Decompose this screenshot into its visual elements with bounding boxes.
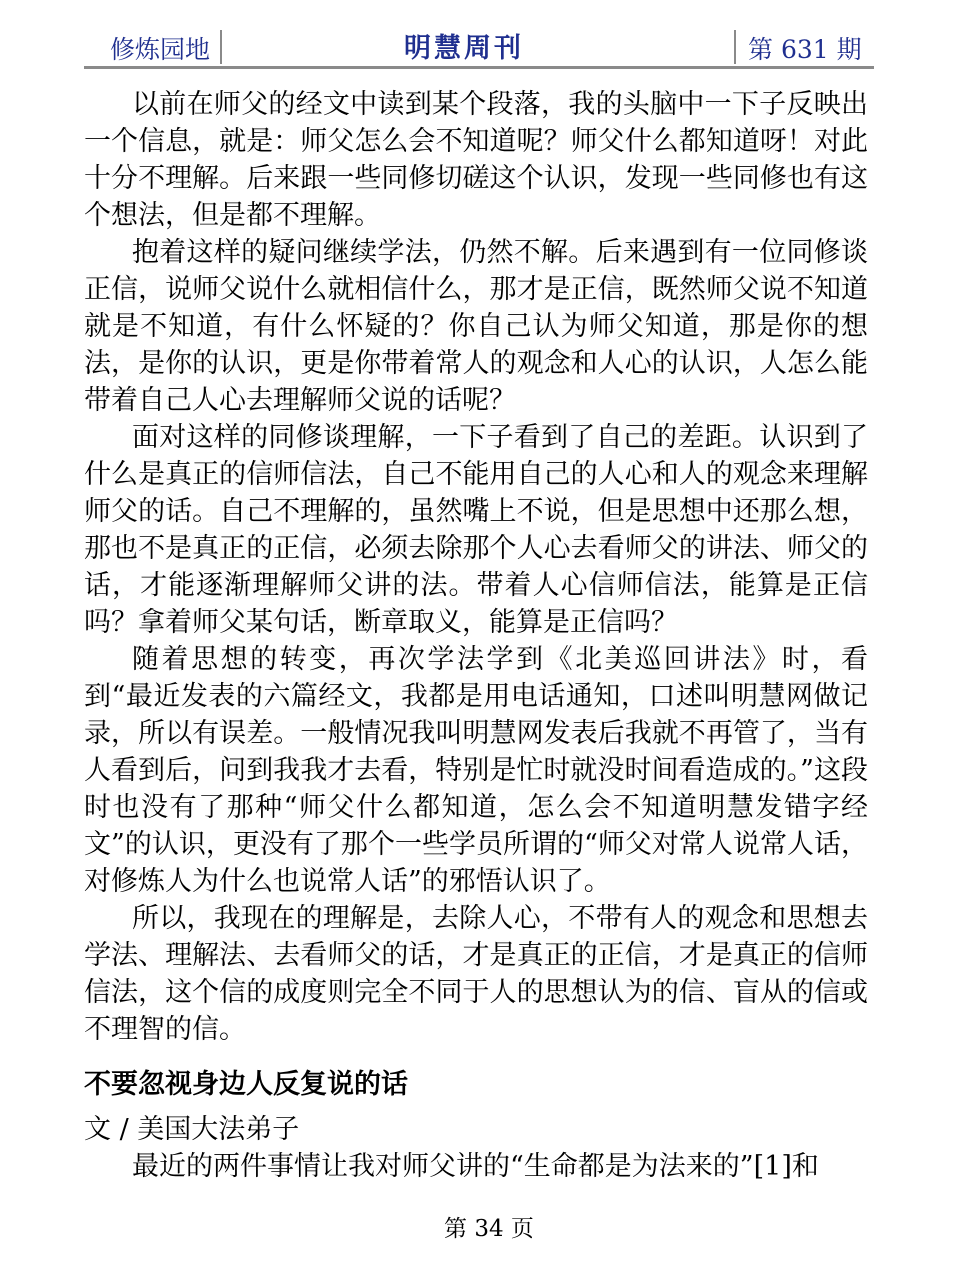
paragraph: 抱着这样的疑问继续学法，仍然不解。后来遇到有一位同修谈正信，说师父说什么就相信什么，那才是正信，既然师父说不知道就是不知道，有什么怀疑的？你自己认为师父知道，那是你的想法，是你的认识，更是你带着常人的观念和人心的认识，人怎么能带着自己人心去理解师父说的话呢？ <box>84 237 868 416</box>
section-label: 修炼园地 <box>110 35 211 64</box>
publication-title: 明慧周刊 <box>404 33 524 64</box>
header-divider <box>220 30 222 64</box>
issue-number: 第 631 期 <box>748 35 862 64</box>
article-byline: 文 / 美国大法弟子 <box>84 1114 300 1145</box>
paragraph: 以前在师父的经文中读到某个段落，我的头脑中一下子反映出一个信息，就是：师父怎么会不知道呢？师父什么都知道呀！对此十分不理解。后来跟一些同修切磋这个认识，发现一些同修也有这个想法，但是都不理解。 <box>84 89 868 231</box>
article-title: 不要忽视身边人反复说的话 <box>84 1069 408 1100</box>
paragraph: 随着思想的转变，再次学法学到《北美巡回讲法》时，看到“最近发表的六篇经文，我都是用电话通知，口述叫明慧网做记录，所以有误差。一般情况我叫明慧网发表后我就不再管了，当有人看到后，问到我我才去看，特别是忙时就没时间看造成的。”这段时也没有了那种“师父什么都知道，怎么会不知道明慧发错字经文”的认识，更没有了那个一些学员所谓的“师父对常人说常人话，对修炼人为什么也说常人话”的邪悟认识了。 <box>84 644 868 897</box>
paragraph: 面对这样的同修谈理解，一下子看到了自己的差距。认识到了什么是真正的信师信法，自己不能用自己的人心和人的观念来理解师父的话。自己不理解的，虽然嘴上不说，但是思想中还那么想，那也不是真正的正信，必须去除那个人心去看师父的讲法、师父的话，才能逐渐理解师父讲的法。带着人心信师信法，能算是正信吗？拿着师父某句话，断章取义，能算是正信吗？ <box>84 422 868 638</box>
header-divider <box>734 30 736 64</box>
page-number: 第 34 页 <box>444 1216 534 1242</box>
header-rule <box>84 66 874 69</box>
paragraph: 最近的两件事情让我对师父讲的“生命都是为法来的”[1]和 <box>132 1151 819 1182</box>
page-header <box>84 26 874 70</box>
article-body <box>84 86 868 1185</box>
paragraph: 所以，我现在的理解是，去除人心，不带有人的观念和思想去学法、理解法、去看师父的话，才是真正的正信，才是真正的信师信法，这个信的成度则完全不同于人的思想认为的信、盲从的信或不理智的信。 <box>84 903 868 1045</box>
